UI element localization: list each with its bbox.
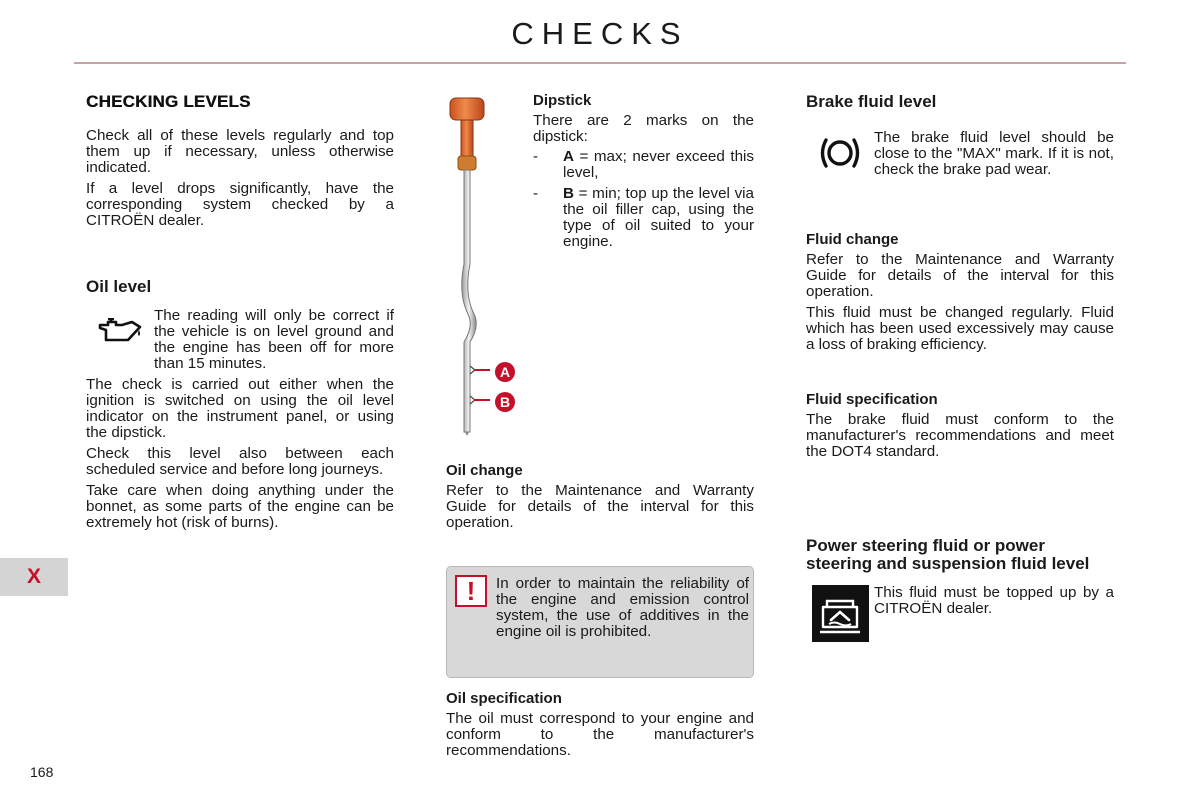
dipstick-mark-b: B bbox=[499, 394, 511, 410]
brake-icon-row bbox=[806, 130, 1114, 178]
list-dash: - bbox=[533, 185, 539, 202]
page-title: CHECKS bbox=[511, 16, 689, 51]
title-divider bbox=[74, 62, 1126, 64]
power-steering-icon-row bbox=[806, 585, 1114, 642]
fluid-spec-paragraph: The brake fluid must conform to the manufacturer's recommendations and meet the DOT4 standard. bbox=[806, 411, 1114, 460]
checking-levels-heading: CHECKING LEVELS bbox=[86, 92, 251, 111]
warning-icon: ! bbox=[455, 575, 487, 607]
fluid-change-section bbox=[806, 231, 1114, 353]
intro-paragraph-2: If a level drops significantly, have the corresponding system checked by a CITROËN dealer. bbox=[86, 180, 394, 229]
warning-text: In order to maintain the reliability of the engine and emission control system, the use of additives in the engine oil is prohibited. bbox=[496, 575, 749, 640]
dipstick-icon bbox=[444, 94, 524, 440]
brake-fluid-paragraph: The brake fluid level should be close to the "MAX" mark. If it is not, check the brake pad wear. bbox=[874, 129, 1114, 178]
list-item bbox=[533, 186, 754, 250]
oil-level-paragraph-2: The check is carried out either when the ignition is switched on using the oil level indicator on the instrument panel, or using the dipstick. bbox=[86, 376, 394, 441]
fluid-change-paragraph-1: Refer to the Maintenance and Warranty Guide for details of the interval for this operation. bbox=[806, 251, 1114, 300]
mark-description: = min; top up the level via the oil filler cap, using the type of oil suited to your engine. bbox=[563, 185, 754, 250]
oil-level-paragraph-4: Take care when doing anything under the bonnet, as some parts of the engine can be extremely hot (risk of burns). bbox=[86, 482, 394, 531]
power-steering-section bbox=[806, 537, 1114, 642]
oil-change-section bbox=[446, 462, 754, 531]
oil-spec-heading: Oil specification bbox=[446, 690, 562, 707]
left-column bbox=[86, 92, 394, 229]
brake-fluid-heading: Brake fluid level bbox=[806, 92, 937, 111]
oil-level-heading: Oil level bbox=[86, 277, 152, 296]
power-steering-paragraph: This fluid must be topped up by a CITROËN dealer. bbox=[874, 584, 1114, 617]
fluid-spec-section bbox=[806, 391, 1114, 460]
dipstick-mark-a: A bbox=[499, 364, 511, 380]
dipstick-heading: Dipstick bbox=[533, 92, 592, 109]
oil-level-paragraph-3: Check this level also between each scheduled service and before long journeys. bbox=[86, 445, 394, 478]
brake-warning-icon bbox=[806, 130, 874, 178]
power-steering-heading: Power steering fluid or power steering and suspension fluid level bbox=[806, 536, 1090, 573]
fluid-change-heading: Fluid change bbox=[806, 231, 899, 248]
oil-change-heading: Oil change bbox=[446, 462, 523, 479]
mark-key: A bbox=[563, 148, 574, 165]
oil-spec-section bbox=[446, 690, 754, 759]
mark-key: B bbox=[563, 185, 574, 202]
intro-paragraph-1: Check all of these levels regularly and top them up if necessary, unless otherwise indicated. bbox=[86, 127, 394, 176]
power-steering-fluid-icon bbox=[806, 585, 874, 642]
dipstick-intro: There are 2 marks on the dipstick: bbox=[533, 112, 754, 145]
oil-spec-paragraph: The oil must correspond to your engine and conform to the manufacturer's recommendations. bbox=[446, 710, 754, 759]
brake-fluid-section bbox=[806, 92, 1114, 178]
dipstick-marks-list bbox=[533, 149, 754, 250]
page-number: 168 bbox=[30, 764, 54, 780]
oil-level-icon-row bbox=[86, 308, 394, 372]
dipstick-section bbox=[533, 92, 754, 250]
oil-level-paragraph-1: The reading will only be correct if the vehicle is on level ground and the engine has been off for more than 15 minutes. bbox=[154, 307, 394, 372]
fluid-spec-heading: Fluid specification bbox=[806, 391, 938, 408]
list-item bbox=[533, 149, 754, 181]
oil-change-paragraph: Refer to the Maintenance and Warranty Guide for details of the interval for this operation. bbox=[446, 482, 754, 531]
warning-box bbox=[446, 566, 754, 678]
mark-description: = max; never exceed this level, bbox=[563, 148, 754, 181]
chapter-tab[interactable]: X bbox=[0, 558, 68, 596]
list-dash: - bbox=[533, 148, 539, 165]
oil-can-icon bbox=[86, 308, 154, 372]
oil-level-section bbox=[86, 277, 394, 531]
fluid-change-paragraph-2: This fluid must be changed regularly. Fluid which has been used excessively may cause a loss of braking efficiency. bbox=[806, 304, 1114, 353]
